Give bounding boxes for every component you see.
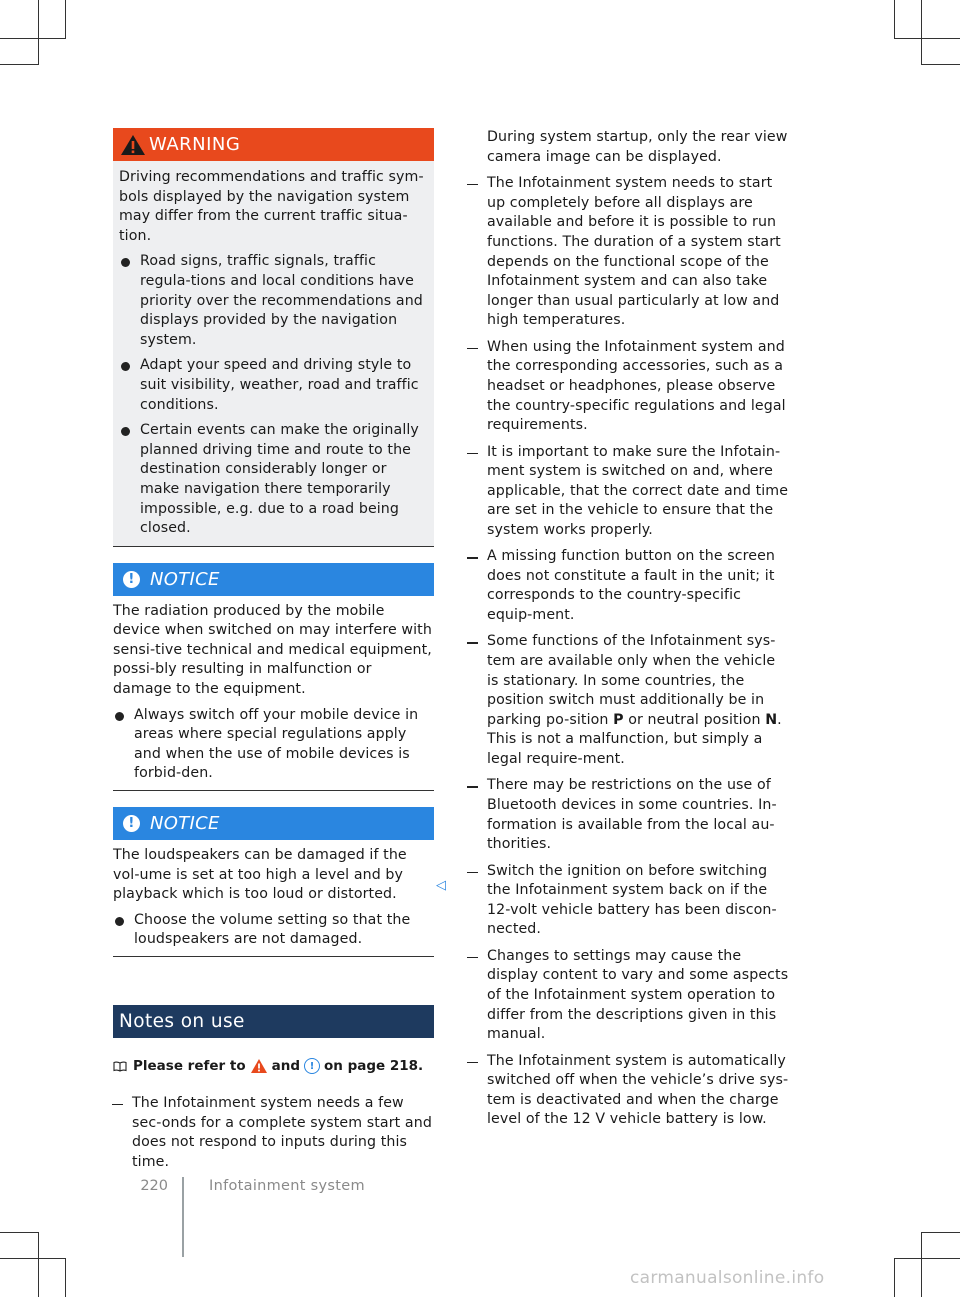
notes-list-right	[468, 174, 790, 1130]
position-p: P	[613, 711, 624, 728]
crop-mark	[921, 1232, 922, 1297]
warning-body	[113, 161, 434, 546]
footer-divider	[182, 1177, 184, 1257]
crop-mark	[921, 1232, 960, 1233]
notice-body	[113, 596, 434, 791]
exclamation-circle-icon: !	[123, 571, 140, 588]
notice-title: NOTICE	[150, 813, 220, 835]
notice-title: NOTICE	[150, 568, 220, 590]
list-item: Changes to settings may cause the display content to vary and some aspects of the Infotainment system operation to differ from the descriptions given in this manual.	[468, 947, 790, 1045]
notice-text: The loudspeakers can be damaged if the vol-ume is set at too high a level and by playback which is too loud or distorted.	[113, 847, 407, 903]
crop-mark	[65, 1258, 66, 1297]
list-item: The Infotainment system needs a few sec-onds for a complete system start and does not respond to inputs during this time.	[113, 1094, 434, 1172]
warning-title: WARNING	[149, 134, 241, 155]
list-item: The Infotainment system is automatically switched off when the vehicle’s drive sys-tem is deactivated and when the charge level of the 12 V vehicle battery is low.	[468, 1052, 790, 1130]
warning-intro: Driving recommendations and traffic sym-bols displayed by the navigation system may differ from the current traffic situa-tion.	[119, 169, 424, 244]
list-item: Choose the volume setting so that the loudspeakers are not damaged.	[113, 911, 434, 950]
notice-body	[113, 840, 434, 957]
notice-text: The radiation produced by the mobile device when switched on may interfere with sensi-tive technical and medical equipment, possi-bly resulting in malfunction or damage to the equipment.	[113, 602, 432, 698]
crop-mark	[894, 1258, 895, 1297]
list-item-position	[468, 632, 790, 769]
notice-list	[113, 911, 434, 950]
crop-mark	[0, 1232, 39, 1233]
book-icon	[113, 1061, 127, 1072]
crop-mark	[894, 38, 960, 39]
right-column	[468, 128, 790, 1137]
notice-list	[113, 706, 434, 784]
list-item: There may be restrictions on the use of Bluetooth devices in some countries. In-formation is available from the local au-thorities.	[468, 776, 790, 854]
position-n: N	[765, 711, 778, 728]
warning-triangle-icon	[119, 133, 147, 157]
refer-prefix: Please refer to	[133, 1058, 246, 1074]
crop-mark	[894, 0, 895, 38]
crop-mark	[38, 0, 39, 64]
chapter-title: Infotainment system	[209, 1178, 365, 1194]
list-item: Road signs, traffic signals, traffic regula-tions and local conditions have priority over the recommendations and displays provided by the navigation system.	[119, 252, 428, 350]
list-item: Adapt your speed and driving style to suit visibility, weather, road and traffic conditions.	[119, 356, 428, 415]
crop-mark	[65, 0, 66, 38]
text-fragment: or neutral position	[623, 711, 766, 728]
list-item: When using the Infotainment system and the corresponding accessories, such as a headset or headphones, please observe the country-specific regulations and legal requirements.	[468, 338, 790, 436]
list-item: Always switch off your mobile device in areas where special regulations apply and when the use of mobile devices is forbid-den.	[113, 706, 434, 784]
warning-box	[113, 128, 434, 547]
crop-mark	[0, 1258, 66, 1259]
crop-mark	[0, 38, 66, 39]
notice-header	[113, 807, 434, 840]
exclamation-circle-icon: !	[123, 815, 140, 832]
warning-list	[119, 252, 428, 538]
text-fragment: . This is not a malfunction, but simply a legal require-ment.	[487, 711, 782, 767]
refer-suffix: on page 218.	[324, 1058, 424, 1074]
notes-list-left	[113, 1094, 434, 1172]
crop-mark	[921, 64, 960, 65]
left-column	[113, 128, 434, 1179]
exclamation-circle-icon: !	[304, 1058, 320, 1074]
watermark: carmanualsonline.info	[630, 1268, 825, 1288]
crop-mark	[38, 1232, 39, 1297]
warning-header	[113, 128, 434, 161]
section-title: Notes on use	[119, 1011, 245, 1032]
notice-header	[113, 563, 434, 596]
refer-and: and	[271, 1058, 300, 1074]
cross-reference	[113, 1058, 434, 1074]
list-item: A missing function button on the screen does not constitute a fault in the unit; it corresponds to the country-specific equip-ment.	[468, 547, 790, 625]
list-item: Switch the ignition on before switching the Infotainment system back on if the 12-volt vehicle battery has been discon-nected.	[468, 862, 790, 940]
continuation-text: During system startup, only the rear view camera image can be displayed.	[487, 129, 788, 165]
notice-box-loudspeakers	[113, 807, 434, 957]
end-of-section-triangle-icon: ◁	[436, 878, 446, 893]
list-item: The Infotainment system needs to start up completely before all displays are available and before it is possible to run functions. The duration of a system start depends on the functional scope of the Infotainment system and can also take longer than usual particularly at low and high temperatures.	[468, 174, 790, 331]
page-number: 220	[140, 1178, 168, 1194]
text-fragment: Some functions of the Infotainment sys-tem are available only when the vehicle is stationary. In some countries, the position switch must additionally be in parking po-sition	[487, 633, 776, 728]
crop-mark	[0, 64, 39, 65]
notice-box-radiation	[113, 563, 434, 791]
list-item: Certain events can make the originally planned driving time and route to the destination considerably longer or make navigation there temporarily impossible, e.g. due to a road being closed.	[119, 421, 428, 539]
crop-mark	[894, 1258, 960, 1259]
section-heading	[113, 1005, 434, 1038]
list-item: It is important to make sure the Infotain-ment system is switched on and, where applicable, that the correct date and time are set in the vehicle to ensure that the system works properly.	[468, 443, 790, 541]
warning-triangle-icon	[250, 1058, 268, 1074]
crop-mark	[921, 0, 922, 64]
